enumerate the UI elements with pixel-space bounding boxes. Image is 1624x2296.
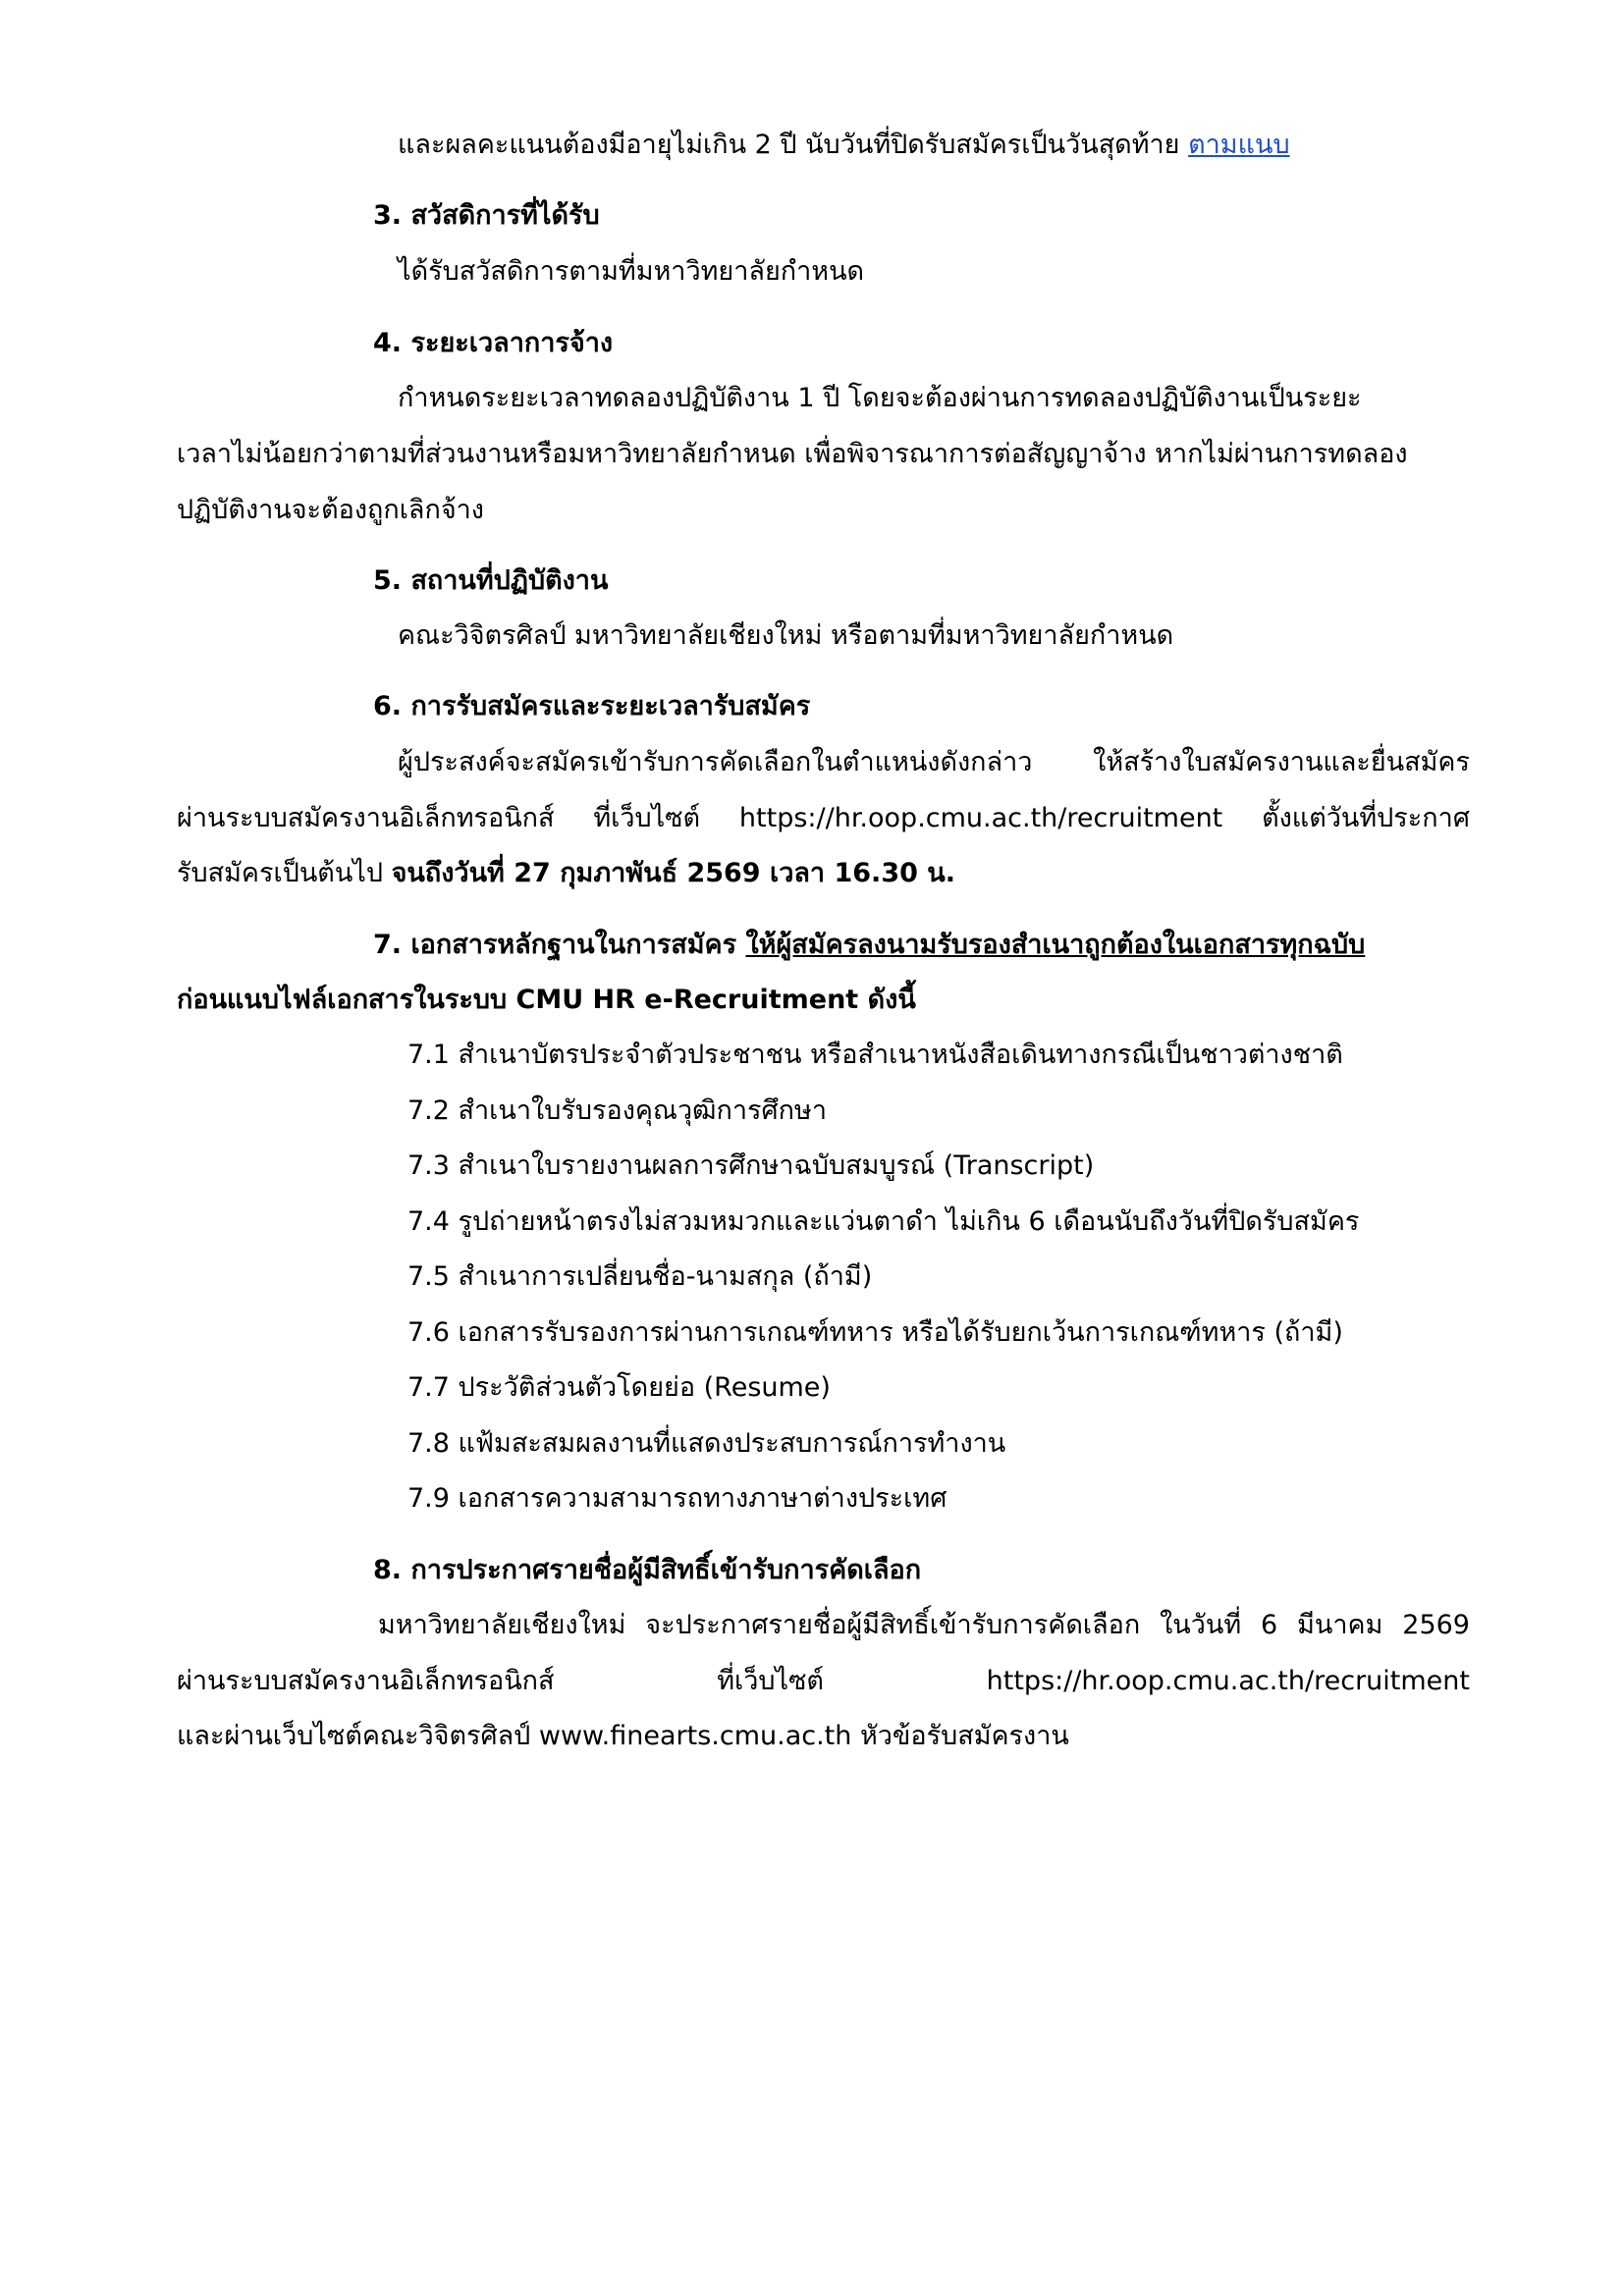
document-item: 7.5 สำเนาการเปลี่ยนชื่อ-นามสกุล (ถ้ามี)	[407, 1261, 873, 1292]
document-item: 7.2 สำเนาใบรับรองคุณวุฒิการศึกษา	[407, 1095, 827, 1126]
announcement-year: 2569	[1402, 1610, 1470, 1640]
section-6-line-2-part-b: ที่เว็บไซต์	[593, 803, 701, 833]
section-6-line-2	[177, 799, 1470, 838]
application-deadline: จนถึงวันที่ 27 กุมภาพันธ์ 2569 เวลา 16.30 น.	[391, 858, 956, 888]
section-7-heading	[373, 926, 1365, 965]
document-item: 7.9 เอกสารความสามารถทางภาษาต่างประเทศ	[407, 1483, 947, 1514]
section-7-heading-text: 7. เอกสารหลักฐานในการสมัคร	[373, 930, 746, 960]
section-6-line-2-part-a: ผ่านระบบสมัครงานอิเล็กทรอนิกส์	[177, 803, 555, 833]
section-4-line-3: ปฏิบัติงานจะต้องถูกเลิกจ้าง	[177, 495, 484, 525]
section-6-heading: 6. การรับสมัครและระยะเวลารับสมัคร	[373, 691, 811, 721]
section-3-body: ได้รับสวัสดิการตามที่มหาวิทยาลัยกำหนด	[398, 256, 865, 287]
section-4-line-1: กำหนดระยะเวลาทดลองปฏิบัติงาน 1 ปี โดยจะต้องผ่านการทดลองปฏิบัติงานเป็นระยะ	[398, 383, 1362, 413]
section-8-line-2-part-a: ผ่านระบบสมัครงานอิเล็กทรอนิกส์	[177, 1666, 555, 1696]
section-5-heading: 5. สถานที่ปฏิบัติงาน	[373, 565, 609, 596]
intro-text: และผลคะแนนต้องมีอายุไม่เกิน 2 ปี นับวันที่ปิดรับสมัครเป็นวันสุดท้าย	[398, 130, 1189, 160]
document-item: 7.7 ประวัติส่วนตัวโดยย่อ (Resume)	[407, 1372, 831, 1403]
section-8-line-2-part-b: ที่เว็บไซต์	[717, 1666, 824, 1696]
section-6-line-3-plain: รับสมัครเป็นต้นไป	[177, 858, 392, 888]
section-5-body: คณะวิจิตรศิลป์ มหาวิทยาลัยเชียงใหม่ หรือตามที่มหาวิทยาลัยกำหนด	[398, 620, 1174, 651]
section-6-line-1-part-a: ผู้ประสงค์จะสมัครเข้ารับการคัดเลือกในตำแหน่งดังกล่าว	[398, 747, 1033, 777]
section-7-heading-underlined: ให้ผู้สมัครลงนามรับรองสำเนาถูกต้องในเอกสารทุกฉบับ	[745, 930, 1366, 960]
section-7-heading-line-2: ก่อนแนบไฟล์เอกสารในระบบ CMU HR e-Recruitment ดังนี้	[177, 985, 916, 1015]
document-item: 7.3 สำเนาใบรายงานผลการศึกษาฉบับสมบูรณ์ (Transcript)	[407, 1150, 1095, 1181]
section-8-line-1	[378, 1606, 1470, 1645]
document-item: 7.6 เอกสารรับรองการผ่านการเกณฑ์ทหาร หรือได้รับยกเว้นการเกณฑ์ทหาร (ถ้ามี)	[407, 1317, 1343, 1348]
section-6-line-2-part-d: ตั้งแต่วันที่ประกาศ	[1262, 803, 1470, 833]
document-item: 7.8 แฟ้มสะสมผลงานที่แสดงประสบการณ์การทำงาน	[407, 1428, 1006, 1459]
section-8-line-3: และผ่านเว็บไซต์คณะวิจิตรศิลป์ www.finearts.cmu.ac.th หัวข้อรับสมัครงาน	[177, 1721, 1069, 1751]
announcement-month: มีนาคม	[1297, 1610, 1383, 1640]
document-item: 7.4 รูปถ่ายหน้าตรงไม่สวมหมวกและแว่นตาดำ ไม่เกิน 6 เดือนนับถึงวันที่ปิดรับสมัคร	[407, 1206, 1360, 1237]
recruitment-url: https://hr.oop.cmu.ac.th/recruitment	[738, 803, 1223, 833]
section-6-line-3	[177, 854, 955, 893]
section-4-heading: 4. ระยะเวลาการจ้าง	[373, 328, 614, 358]
section-8-line-1-part-a: มหาวิทยาลัยเชียงใหม่	[378, 1610, 626, 1640]
intro-line	[398, 126, 1290, 165]
section-3-heading: 3. สวัสดิการที่ได้รับ	[373, 200, 600, 231]
section-6-line-1-part-b: ให้สร้างใบสมัครงานและยื่นสมัคร	[1093, 747, 1470, 777]
attachment-link[interactable]: ตามแนบ	[1188, 130, 1290, 160]
section-8-line-1-part-b: จะประกาศรายชื่อผู้มีสิทธิ์เข้ารับการคัดเลือก	[645, 1610, 1141, 1640]
section-4-line-2: เวลาไม่น้อยกว่าตามที่ส่วนงานหรือมหาวิทยาลัยกำหนด เพื่อพิจารณาการต่อสัญญาจ้าง หากไม่ผ่านการทดลอง	[177, 439, 1408, 469]
announcement-day: 6	[1261, 1610, 1278, 1640]
section-8-line-2	[177, 1662, 1470, 1701]
document-item: 7.1 สำเนาบัตรประจำตัวประชาชน หรือสำเนาหนังสือเดินทางกรณีเป็นชาวต่างชาติ	[407, 1040, 1343, 1070]
section-8-line-1-part-c: ในวันที่	[1160, 1610, 1242, 1640]
section-6-line-1	[398, 743, 1470, 782]
section-8-heading: 8. การประกาศรายชื่อผู้มีสิทธิ์เข้ารับการคัดเลือก	[373, 1555, 922, 1585]
recruitment-url: https://hr.oop.cmu.ac.th/recruitment	[986, 1666, 1470, 1696]
